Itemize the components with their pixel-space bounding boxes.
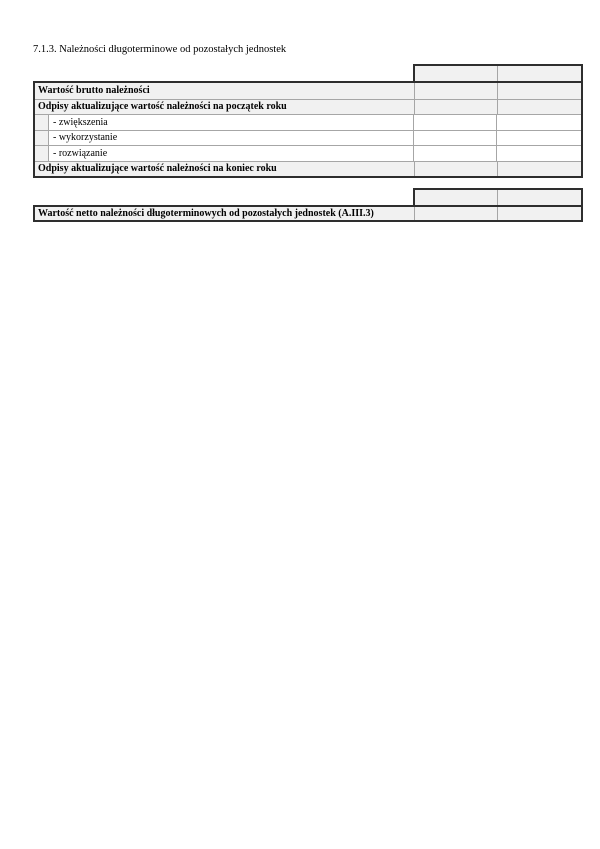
table2-year-header <box>413 188 583 205</box>
row-label: Wartość brutto należności <box>38 85 150 97</box>
table1-year-header <box>413 64 583 81</box>
row-label: Wartość netto należności długoterminowych od pozostałych jednostek (A.III.3) <box>38 208 374 219</box>
value-cell <box>413 146 496 161</box>
row-label: - rozwiązanie <box>53 147 108 159</box>
value-cell <box>496 131 581 146</box>
value-cell <box>414 207 497 220</box>
value-cell <box>496 115 581 130</box>
row-zwiekszenia <box>35 114 581 130</box>
value-cell <box>413 115 496 130</box>
value-cell <box>497 100 581 115</box>
table1 <box>33 81 583 178</box>
value-cell <box>413 131 496 146</box>
indent-cell <box>35 131 49 146</box>
row-label: Odpisy aktualizujące wartość należności na koniec roku <box>38 163 277 175</box>
row-wartosc-brutto <box>35 83 581 99</box>
value-cell <box>497 83 581 99</box>
row-odpisy-poczatek-roku <box>35 99 581 115</box>
row-odpisy-koniec-roku <box>35 161 581 177</box>
table2 <box>33 205 583 222</box>
value-cell <box>414 100 497 115</box>
value-cell <box>496 146 581 161</box>
row-label: - wykorzystanie <box>53 132 118 144</box>
indent-cell <box>35 115 49 130</box>
table1-header-cell-2 <box>497 66 581 81</box>
table2-header-cell-2 <box>497 190 581 205</box>
value-cell <box>497 162 581 177</box>
table2-header-cell-1 <box>415 190 497 205</box>
row-label: Odpisy aktualizujące wartość należności na początek roku <box>38 101 287 113</box>
row-label: - zwiększenia <box>53 116 108 128</box>
row-wartosc-netto <box>35 207 581 220</box>
section-title: 7.1.3. Należności długoterminowe od pozostałych jednostek <box>33 44 287 55</box>
indent-cell <box>35 146 49 161</box>
table1-header-cell-1 <box>415 66 497 81</box>
value-cell <box>414 83 497 99</box>
row-wykorzystanie <box>35 130 581 146</box>
row-rozwiazanie <box>35 145 581 161</box>
value-cell <box>414 162 497 177</box>
value-cell <box>497 207 581 220</box>
